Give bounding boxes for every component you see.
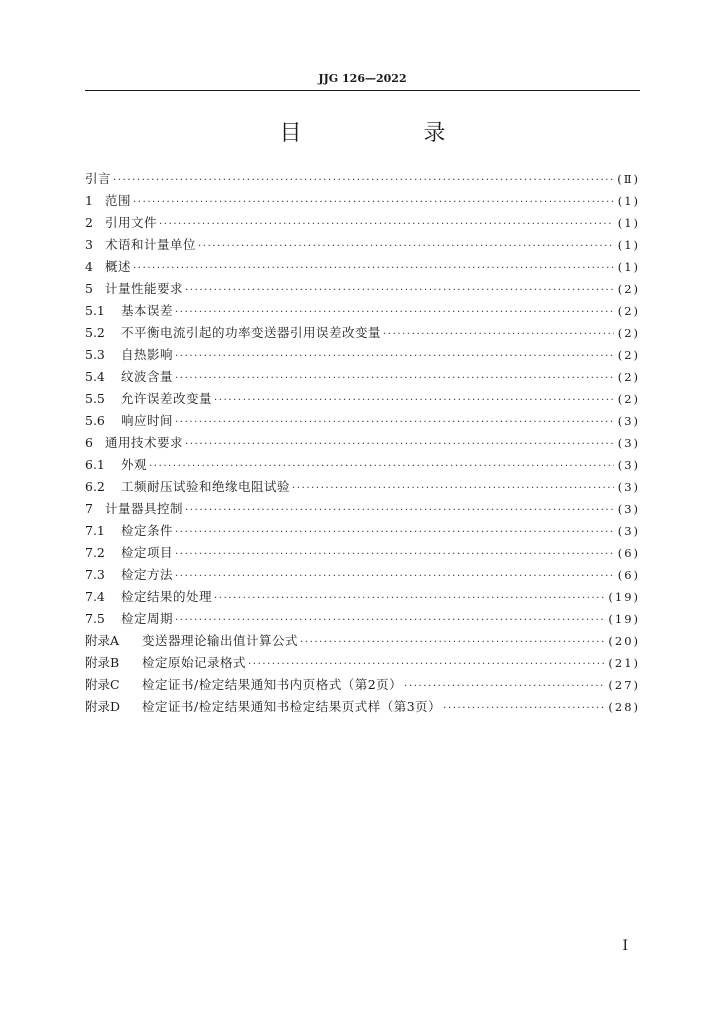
toc-entry-number: 2 xyxy=(85,215,93,230)
toc-entry-label: 检定证书/检定结果通知书内页格式（第2页） xyxy=(142,677,403,692)
toc-entry-label: 检定原始记录格式 xyxy=(142,655,247,670)
toc-entry-page: (2) xyxy=(617,348,640,362)
toc-entry[interactable] xyxy=(85,256,640,278)
toc-entry-number: 3 xyxy=(85,237,93,252)
toc-leader-dots xyxy=(214,390,614,412)
toc-entry-label: 检定项目 xyxy=(121,545,174,560)
toc-entry[interactable] xyxy=(85,234,640,256)
toc-leader-dots xyxy=(185,434,614,456)
toc-entry[interactable] xyxy=(85,388,640,410)
toc-entry-number: 7.5 xyxy=(85,611,105,626)
toc-entry-number: 5.3 xyxy=(85,347,105,362)
toc-leader-dots xyxy=(185,280,614,302)
toc-entry-page: (2) xyxy=(617,304,640,318)
toc-entry-label: 外观 xyxy=(121,457,148,472)
toc-entry[interactable] xyxy=(85,344,640,366)
toc-entry-label: 检定方法 xyxy=(121,567,174,582)
toc-leader-dots xyxy=(113,170,613,192)
toc-entry-label: 工频耐压试验和绝缘电阻试验 xyxy=(121,479,291,494)
toc-entry-page: (2) xyxy=(617,370,640,384)
toc-entry[interactable] xyxy=(85,586,640,608)
toc-entry-page: (21) xyxy=(608,656,640,670)
toc-entry-number: 7.4 xyxy=(85,589,105,604)
toc-leader-dots xyxy=(175,544,614,566)
toc-entry-label: 检定周期 xyxy=(121,611,174,626)
toc-leader-dots xyxy=(175,302,614,324)
toc-leader-dots xyxy=(292,478,614,500)
toc-leader-dots xyxy=(383,324,614,346)
toc-entry[interactable] xyxy=(85,652,640,674)
toc-entry-number: 附录A xyxy=(85,633,120,648)
toc-entry[interactable] xyxy=(85,674,640,696)
toc-entry-page: (1) xyxy=(617,194,640,208)
toc-entry-label: 基本误差 xyxy=(121,303,174,318)
toc-entry-label: 概述 xyxy=(105,259,132,274)
toc-entry-number: 5.1 xyxy=(85,303,105,318)
toc-entry[interactable] xyxy=(85,410,640,432)
toc-leader-dots xyxy=(198,236,614,258)
toc-entry[interactable] xyxy=(85,432,640,454)
toc-entry-page: (3) xyxy=(617,436,640,450)
toc-entry-label: 允许误差改变量 xyxy=(121,391,213,406)
toc-leader-dots xyxy=(443,698,604,720)
toc-entry-number: 6.1 xyxy=(85,457,105,472)
toc-leader-dots xyxy=(175,346,614,368)
toc-entry[interactable] xyxy=(85,366,640,388)
toc-entry-page: (6) xyxy=(617,568,640,582)
toc-entry-number: 5.4 xyxy=(85,369,105,384)
toc-entry-number: 5.6 xyxy=(85,413,105,428)
toc-entry-number: 5.2 xyxy=(85,325,105,340)
toc-entry[interactable] xyxy=(85,542,640,564)
toc-entry-page: (2) xyxy=(617,326,640,340)
toc-leader-dots xyxy=(248,654,604,676)
toc-leader-dots xyxy=(133,192,614,214)
toc-entry-page: (3) xyxy=(617,480,640,494)
toc-entry-number: 6.2 xyxy=(85,479,105,494)
toc-entry[interactable] xyxy=(85,190,640,212)
toc-entry[interactable] xyxy=(85,564,640,586)
toc-entry-label: 检定结果的处理 xyxy=(121,589,213,604)
toc-entry-number: 4 xyxy=(85,259,93,274)
running-header: JJG 126—2022 xyxy=(318,72,407,85)
toc-entry-number: 6 xyxy=(85,435,93,450)
toc-entry[interactable] xyxy=(85,454,640,476)
toc-entry[interactable] xyxy=(85,498,640,520)
toc-entry-label: 不平衡电流引起的功率变送器引用误差改变量 xyxy=(121,325,382,340)
toc-leader-dots xyxy=(175,610,604,632)
page-number: I xyxy=(622,938,628,954)
toc-entry-label: 范围 xyxy=(105,193,132,208)
toc-entry-page: (19) xyxy=(608,612,640,626)
toc-entry-page: (3) xyxy=(617,458,640,472)
toc-entry[interactable] xyxy=(85,520,640,542)
toc-entry-page: (27) xyxy=(608,678,640,692)
toc-leader-dots xyxy=(404,676,604,698)
toc-leader-dots xyxy=(175,522,614,544)
toc-entry-page: (20) xyxy=(608,634,640,648)
toc-entry-number: 附录B xyxy=(85,655,120,670)
toc-entry-page: (3) xyxy=(617,524,640,538)
toc-entry-number: 7 xyxy=(85,501,93,516)
toc-entry-number: 7.1 xyxy=(85,523,105,538)
toc-leader-dots xyxy=(175,412,614,434)
toc-entry-page: (6) xyxy=(617,546,640,560)
toc-entry[interactable] xyxy=(85,630,640,652)
toc-leader-dots xyxy=(214,588,604,610)
toc-entry[interactable] xyxy=(85,278,640,300)
toc-entry-number: 7.3 xyxy=(85,567,105,582)
toc-entry-label: 自热影响 xyxy=(121,347,174,362)
toc-leader-dots xyxy=(300,632,604,654)
toc-leader-dots xyxy=(175,368,614,390)
toc-entry-number: 7.2 xyxy=(85,545,105,560)
toc-entry-page: (2) xyxy=(617,282,640,296)
toc-entry[interactable] xyxy=(85,608,640,630)
toc-entry-number: 5 xyxy=(85,281,93,296)
toc-entry-number: 5.5 xyxy=(85,391,105,406)
toc-entry-label: 响应时间 xyxy=(121,413,174,428)
toc-entry-label: 检定证书/检定结果通知书检定结果页式样（第3页） xyxy=(142,699,442,714)
toc-leader-dots xyxy=(175,566,614,588)
toc-leader-dots xyxy=(185,500,614,522)
toc-leader-dots xyxy=(133,258,614,280)
table-of-contents xyxy=(85,168,640,718)
toc-entry-label: 引用文件 xyxy=(105,215,158,230)
header-rule xyxy=(85,90,640,91)
toc-entry-number: 附录C xyxy=(85,677,120,692)
toc-entry-page: (3) xyxy=(617,502,640,516)
toc-entry[interactable] xyxy=(85,322,640,344)
toc-entry-page: (Ⅱ) xyxy=(617,172,640,186)
toc-entry[interactable] xyxy=(85,168,640,190)
toc-entry-number: 1 xyxy=(85,193,93,208)
page-title: 目 录 xyxy=(279,121,496,146)
toc-entry-label: 变送器理论输出值计算公式 xyxy=(142,633,299,648)
toc-leader-dots xyxy=(149,456,614,478)
toc-entry-label: 计量性能要求 xyxy=(105,281,184,296)
toc-leader-dots xyxy=(159,214,614,236)
toc-entry-page: (28) xyxy=(608,700,640,714)
toc-entry-page: (1) xyxy=(617,216,640,230)
toc-entry-label: 术语和计量单位 xyxy=(105,237,197,252)
toc-entry-page: (1) xyxy=(617,260,640,274)
toc-entry-page: (3) xyxy=(617,414,640,428)
toc-entry-label: 纹波含量 xyxy=(121,369,174,384)
toc-entry-label: 通用技术要求 xyxy=(105,435,184,450)
toc-entry-page: (1) xyxy=(617,238,640,252)
toc-entry-label: 引言 xyxy=(85,171,112,186)
toc-entry-label: 检定条件 xyxy=(121,523,174,538)
toc-entry-page: (2) xyxy=(617,392,640,406)
toc-entry[interactable] xyxy=(85,696,640,718)
toc-entry[interactable] xyxy=(85,212,640,234)
toc-entry-label: 计量器具控制 xyxy=(105,501,184,516)
toc-entry-page: (19) xyxy=(608,590,640,604)
toc-entry-number: 附录D xyxy=(85,699,121,714)
toc-entry[interactable] xyxy=(85,476,640,498)
toc-entry[interactable] xyxy=(85,300,640,322)
